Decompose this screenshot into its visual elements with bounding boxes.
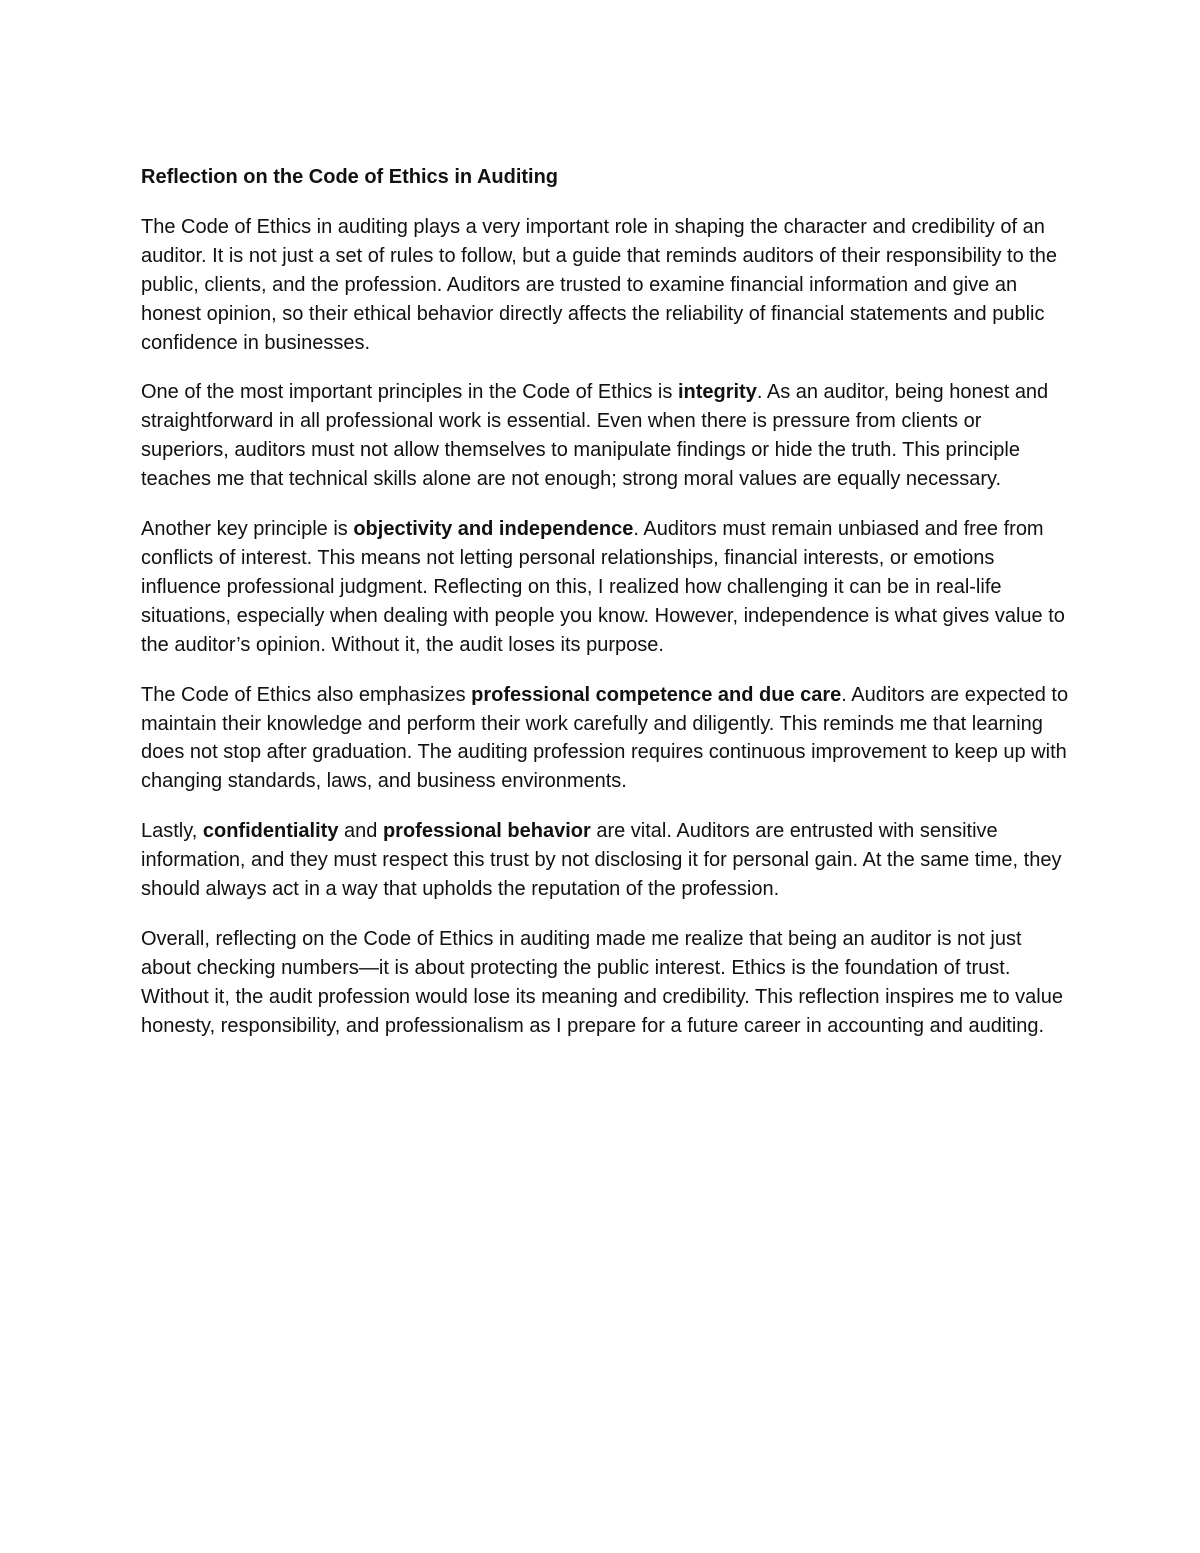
paragraph-text: The Code of Ethics also emphasizes xyxy=(141,683,472,706)
paragraph-text: Lastly, xyxy=(141,820,203,843)
body-paragraph xyxy=(141,515,1071,660)
paragraph-list xyxy=(141,213,1071,1041)
paragraph-text: are vital. Auditors are entrusted with sensitive information, and they must respect this trust by not disclosing it for personal gain. At the same time, they should always act in a way that upholds the reputation of the profession. xyxy=(141,820,1062,901)
emphasized-term: professional behavior xyxy=(382,820,591,843)
document-body xyxy=(141,163,1071,1062)
body-paragraph xyxy=(141,925,1071,1041)
paragraph-text: One of the most important principles in the Code of Ethics is xyxy=(141,381,678,404)
paragraph-text: The Code of Ethics in auditing plays a very important role in shaping the character and credibility of an auditor. It is not just a set of rules to follow, but a guide that reminds auditors of their responsibility to the public, clients, and the profession. Auditors are trusted to examine financial information and give an honest opinion, so their ethical behavior directly affects the reliability of financial statements and public confidence in businesses. xyxy=(141,215,1058,354)
paragraph-text: . As an auditor, being honest and straightforward in all professional work is essential. Even when there is pressure from clients or superiors, auditors must not allow themselves to manipulate findings or hide the truth. This principle teaches me that technical skills alone are not enough; strong moral values are equally necessary. xyxy=(141,381,1049,491)
body-paragraph xyxy=(141,681,1071,797)
emphasized-term: integrity xyxy=(677,381,757,404)
paragraph-text: . Auditors must remain unbiased and free from conflicts of interest. This means not letting personal relationships, financial interests, or emotions influence professional judgment. Reflecting on this, I realized how challenging it can be in real-life situations, especially when dealing with people you know. However, independence is what gives value to the auditor’s opinion. Without it, the audit loses its purpose. xyxy=(141,518,1065,656)
paragraph-text: Overall, reflecting on the Code of Ethics in auditing made me realize that being an auditor is not just about checking numbers—it is about protecting the public interest. Ethics is the foundation of trust. Without it, the audit profession would lose its meaning and credibility. This reflection inspires me to value honesty, responsibility, and professionalism as I prepare for a future career in accounting and auditing. xyxy=(141,927,1063,1037)
body-paragraph xyxy=(141,817,1071,904)
paragraph-text: and xyxy=(338,820,383,843)
paragraph-text: . Auditors are expected to maintain their knowledge and perform their work carefully and diligently. This reminds me that learning does not stop after graduation. The auditing profession requires continuous improvement to keep up with changing standards, laws, and business environments. xyxy=(141,683,1069,793)
emphasized-term: professional competence and due care xyxy=(471,683,842,706)
body-paragraph xyxy=(141,378,1071,494)
emphasized-term: objectivity and independence xyxy=(353,518,634,541)
document-title: Reflection on the Code of Ethics in Auditing xyxy=(141,166,559,188)
emphasized-term: confidentiality xyxy=(202,820,339,843)
body-paragraph xyxy=(141,213,1071,358)
paragraph-text: Another key principle is xyxy=(141,518,354,541)
